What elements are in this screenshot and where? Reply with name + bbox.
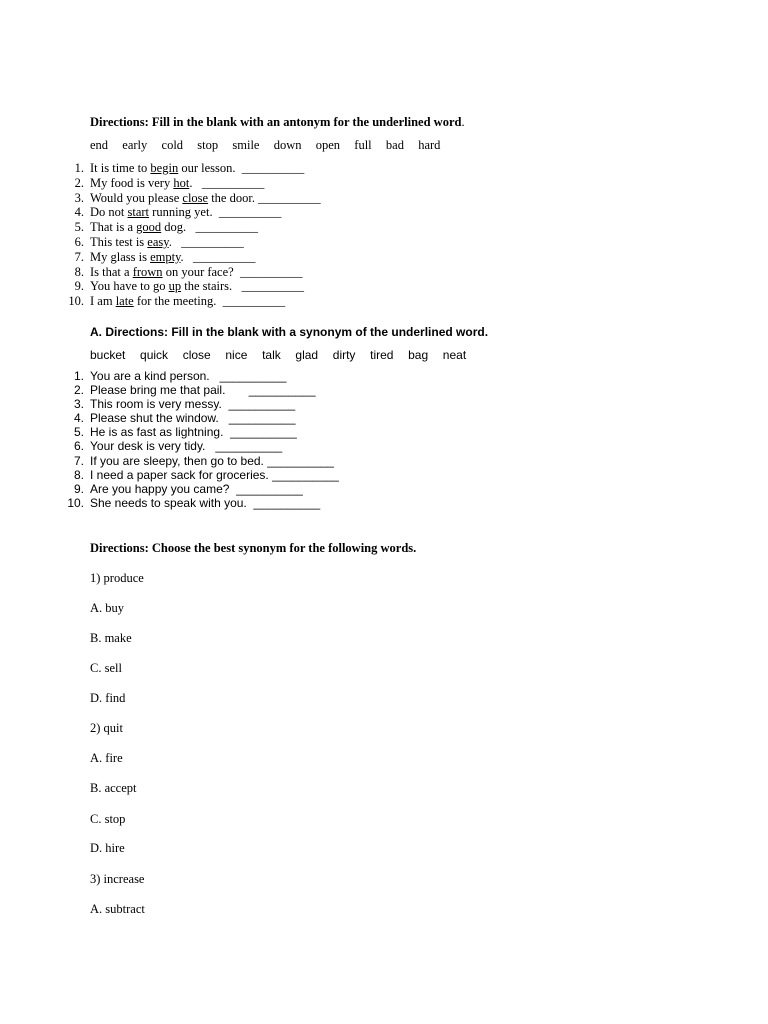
item-text: She needs to speak with you. __________ xyxy=(90,495,321,510)
item-blank: the door. __________ xyxy=(208,190,321,205)
underlined-word: start xyxy=(127,205,150,220)
item-number: 9. xyxy=(73,481,84,496)
item-text: Is that a xyxy=(90,264,133,279)
item-number: 4. xyxy=(73,411,84,426)
item-text: That is a xyxy=(90,220,137,235)
item-text: This test is xyxy=(90,234,148,249)
item-number: 5. xyxy=(73,425,84,440)
underlined-word: late xyxy=(115,294,134,309)
item-number: 9. xyxy=(74,279,84,294)
item-number: 2. xyxy=(73,383,84,398)
answer-option: D. hire xyxy=(90,841,125,855)
answer-option: B. make xyxy=(90,631,132,645)
item-blank: dog. __________ xyxy=(161,220,259,235)
item-text: This room is very messy. __________ xyxy=(90,397,296,412)
item-text: He is as fast as lightning. __________ xyxy=(90,425,297,440)
item-number: 3. xyxy=(73,397,84,412)
answer-option: D. find xyxy=(90,691,126,705)
synonym-word-bank: bucket quick close nice talk glad dirty tired bag neat xyxy=(90,348,467,362)
antonym-directions-period: . xyxy=(461,115,465,129)
item-text: If you are sleepy, then go to bed. __________ xyxy=(90,453,334,468)
item-blank: the stairs. __________ xyxy=(181,279,305,294)
item-number: 3. xyxy=(74,190,84,205)
item-number: 1. xyxy=(74,161,84,175)
list-item xyxy=(74,279,321,294)
item-text: Please bring me that pail. __________ xyxy=(90,383,316,398)
item-number: 7. xyxy=(74,249,84,264)
answer-option: C. sell xyxy=(90,661,122,675)
item-text: I am xyxy=(90,294,116,309)
item-text: It is time to xyxy=(90,161,151,175)
list-item xyxy=(73,397,339,412)
list-item xyxy=(73,467,339,482)
list-item xyxy=(74,175,321,191)
antonym-directions-title xyxy=(90,115,465,130)
item-blank: running yet. __________ xyxy=(149,205,282,220)
list-item xyxy=(68,294,321,309)
item-text: Are you happy you came? __________ xyxy=(90,481,303,496)
item-text: Do not xyxy=(90,205,128,220)
item-number: 6. xyxy=(73,439,84,454)
list-item xyxy=(73,439,339,454)
question-1: 1) produce xyxy=(90,571,144,585)
item-blank: our lesson. __________ xyxy=(178,161,305,175)
item-blank: for the meeting. __________ xyxy=(133,294,286,309)
item-number: 6. xyxy=(74,234,84,249)
question-3: 3) increase xyxy=(90,872,145,886)
item-number: 10. xyxy=(68,294,84,309)
item-text: Would you please xyxy=(90,190,183,205)
answer-option: A. buy xyxy=(90,601,125,615)
list-item xyxy=(73,411,339,426)
item-text: I need a paper sack for groceries. __________ xyxy=(90,467,339,482)
item-number: 8. xyxy=(74,264,84,279)
antonym-list xyxy=(68,161,321,309)
item-text: Your desk is very tidy. __________ xyxy=(90,439,283,454)
item-text: My food is very xyxy=(90,175,174,190)
item-text: Please shut the window. __________ xyxy=(90,411,296,426)
underlined-word: close xyxy=(182,190,209,205)
list-item xyxy=(74,249,321,265)
underlined-word: begin xyxy=(150,161,179,175)
item-number: 1. xyxy=(73,369,84,383)
underlined-word: empty xyxy=(150,249,181,264)
answer-option: A. fire xyxy=(90,751,123,765)
list-item xyxy=(74,205,321,220)
item-blank: on your face? __________ xyxy=(162,264,303,279)
list-item xyxy=(73,453,339,468)
list-item xyxy=(74,234,321,250)
item-blank: . __________ xyxy=(189,175,265,190)
item-text: My glass is xyxy=(90,249,151,264)
antonym-word-bank: end early cold stop smile down open full bad hard xyxy=(90,138,441,152)
list-item xyxy=(74,190,321,206)
item-number: 2. xyxy=(74,175,84,190)
mc-directions-title: Directions: Choose the best synonym for the following words. xyxy=(90,541,417,555)
list-item xyxy=(73,383,339,398)
underlined-word: easy xyxy=(147,234,169,249)
answer-option: B. accept xyxy=(90,781,137,795)
synonym-list xyxy=(67,369,339,510)
item-number: 7. xyxy=(73,453,84,468)
item-number: 8. xyxy=(73,467,84,482)
synonym-directions-title: A. Directions: Fill in the blank with a synonym of the underlined word. xyxy=(90,325,489,339)
question-2: 2) quit xyxy=(90,721,123,735)
answer-option: C. stop xyxy=(90,812,126,826)
list-item xyxy=(73,425,339,440)
list-item xyxy=(74,220,321,235)
underlined-word: frown xyxy=(132,264,163,279)
list-item xyxy=(74,161,321,176)
list-item xyxy=(73,481,339,496)
item-blank: . __________ xyxy=(168,234,244,249)
item-number: 5. xyxy=(74,220,84,235)
list-item xyxy=(73,369,339,383)
underlined-word: up xyxy=(168,279,182,294)
item-text: You have to go xyxy=(90,279,169,294)
item-text: You are a kind person. __________ xyxy=(90,369,287,383)
item-number: 10. xyxy=(67,495,84,510)
underlined-word: hot xyxy=(173,175,190,190)
item-number: 4. xyxy=(74,205,84,220)
list-item xyxy=(74,264,321,280)
answer-option: A. subtract xyxy=(90,902,145,916)
antonym-directions-text: Directions: Fill in the blank with an antonym for the underlined word xyxy=(90,115,462,129)
item-blank: . __________ xyxy=(180,249,256,264)
underlined-word: good xyxy=(136,220,162,235)
list-item xyxy=(67,495,339,510)
